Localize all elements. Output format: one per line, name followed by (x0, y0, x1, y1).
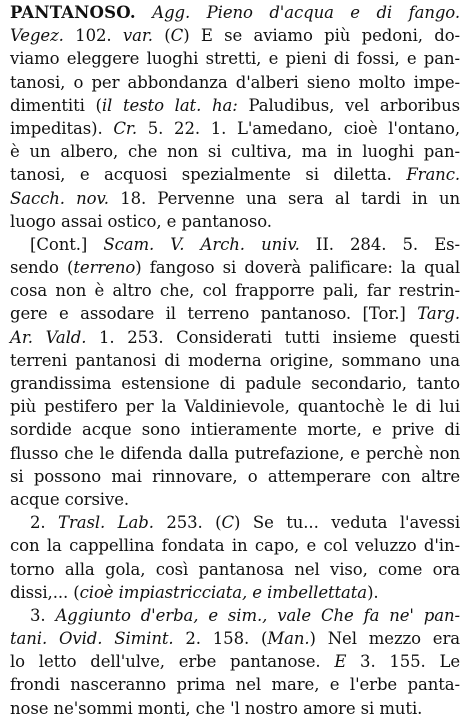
text-run: ) Nel mezzo era (309, 629, 461, 649)
italic-text: Sacch. nov. (10, 188, 109, 208)
text-run: luogo assai ostico, e pantanoso. (10, 211, 272, 231)
italic-text: C (170, 26, 184, 46)
text-run: tanosi, e acquosi spezialmente si diletta. (10, 165, 407, 185)
italic-text: Vegez. (10, 26, 64, 46)
italic-text: Trasl. Lab. (58, 513, 154, 533)
text-run: più pestifero per la Valdinievole, quantochè le di lui (10, 397, 460, 417)
entry-line (10, 442, 460, 465)
italic-text: Scam. V. Arch. univ. (103, 234, 300, 254)
entry-line (10, 94, 460, 117)
text-run: Paludibus, vel arboribus (237, 95, 461, 115)
headword: PANTANOSO. (10, 3, 136, 22)
entry-line (10, 465, 460, 488)
italic-text: C (221, 513, 235, 533)
text-run: acque corsive. (10, 489, 130, 509)
italic-text: E (334, 652, 347, 672)
text-run: sordide acque sono intieramente morte, e prive di (10, 420, 460, 440)
text-run: 1. 253. Considerati tutti insieme questi (86, 327, 460, 347)
entry-line (10, 117, 460, 140)
italic-text: Aggiunto d'erba, e sim., vale Che fa ne' pan- (55, 605, 460, 625)
entry-line (10, 47, 460, 70)
text-run: ( (152, 26, 171, 46)
text-run: viamo eleggere luoghi stretti, e pieni di fossi, e pan- (10, 49, 460, 69)
entry-line (10, 604, 460, 627)
text-run: sendo ( (10, 258, 74, 278)
text-run: ) fangoso si doverà palificare: la qual (135, 258, 460, 278)
text-run: 2. (30, 513, 59, 533)
text-run: terreni pantanosi di moderna origine, sommano una (10, 350, 460, 370)
entry-line (10, 233, 460, 256)
entry-line (10, 187, 460, 210)
text-run: 3. 155. Le (346, 652, 460, 672)
text-run: frondi nasceranno prima nel mare, e l'erbe panta- (10, 675, 460, 695)
text-run: 102. (63, 26, 123, 46)
entry-line (10, 488, 460, 511)
italic-text: Cr. (113, 118, 138, 138)
entry-line (10, 418, 460, 441)
text-run: nose ne'sommi monti, che 'l nostro amore si muti. (10, 698, 423, 718)
text-run: 5. 22. 1. L'amedano, cioè l'ontano, (137, 118, 460, 138)
text-run: 18. Pervenne una sera al tardi in un (108, 188, 460, 208)
entry-line (10, 302, 460, 325)
italic-text: tani. Ovid. Simint. (10, 629, 174, 649)
text-run: ) Se tu... veduta l'avessi (234, 513, 460, 533)
dictionary-entry-pantanoso (10, 1, 460, 720)
text-run: flusso che le difenda dalla putrefazione, e perchè non (10, 443, 460, 463)
text-run: dissi,... ( (10, 582, 80, 602)
entry-line (10, 256, 460, 279)
text-run: si possono mai rinnovare, o attemperare con altre (10, 466, 460, 486)
text-run: ). (367, 582, 379, 602)
entry-line (10, 697, 460, 720)
entry-line (10, 279, 460, 302)
text-run: impeditas). (10, 118, 114, 138)
entry-line (10, 511, 460, 534)
italic-text: Franc. (406, 165, 460, 185)
text-run: lo letto dell'ulve, erbe pantanose. (10, 652, 335, 672)
text-run: II. 284. 5. Es- (299, 234, 460, 254)
entry-line (10, 673, 460, 696)
text-run: con la cappellina fondata in capo, e col veluzzo d'in- (10, 536, 460, 556)
italic-text: il testo lat. ha: (101, 95, 238, 115)
text-run: dimentiti ( (10, 95, 102, 115)
text-run: [Cont.] (30, 234, 104, 254)
italic-text: Ar. Vald. (10, 327, 87, 347)
entry-line (10, 140, 460, 163)
italic-text: Agg. Pieno d'acqua e di fango. (152, 3, 460, 22)
entry-line (10, 534, 460, 557)
text-run: 3. (30, 605, 56, 625)
text-run: grandissima estensione di padule secondario, tanto (10, 374, 460, 393)
entry-line (10, 558, 460, 581)
italic-text: cioè impiastricciata, e imbellettata (79, 582, 368, 602)
italic-text: Targ. (417, 304, 460, 324)
text-run: è un albero, che non si cultiva, ma in luoghi pan- (10, 142, 460, 162)
entry-line (10, 163, 460, 186)
italic-text: Man. (267, 629, 310, 649)
entry-line (10, 1, 460, 24)
entry-line (10, 395, 460, 418)
text-run: gere e assodare il terreno pantanoso. [Tor.] (10, 304, 418, 324)
text-run: torno alla gola, così pantanosa nel viso, come ora (10, 559, 460, 579)
entry-line (10, 581, 460, 604)
entry-line (10, 326, 460, 349)
italic-text: terreno (73, 258, 136, 278)
entry-line (10, 372, 460, 395)
text-run: cosa non è altro che, col frapporre pali, far restrin- (10, 281, 460, 301)
entry-line (10, 71, 460, 94)
text-run: 253. ( (153, 513, 222, 533)
entry-line (10, 210, 460, 233)
text-run (136, 3, 152, 22)
entry-line (10, 627, 460, 650)
text-run: tanosi, o per abbondanza d'alberi sieno molto impe- (10, 72, 460, 92)
entry-line (10, 650, 460, 673)
italic-text: var. (122, 26, 153, 46)
text-run: ) E se aviamo più pedoni, do- (183, 26, 460, 46)
text-run: 2. 158. ( (173, 629, 268, 649)
entry-line (10, 24, 460, 47)
entry-line (10, 349, 460, 372)
